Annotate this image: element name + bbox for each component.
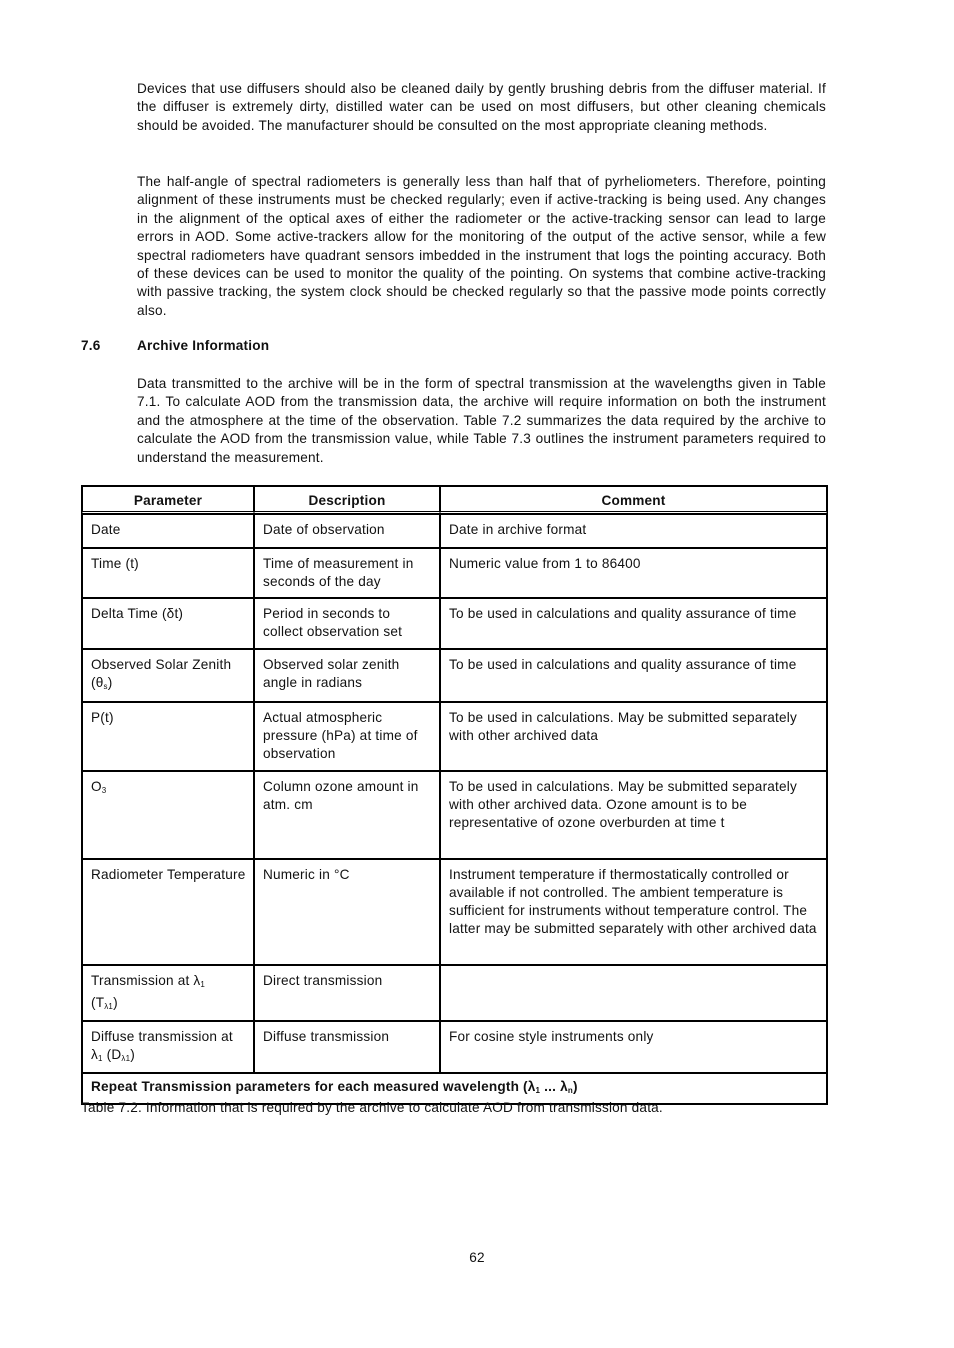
table-row	[82, 771, 827, 859]
page-number: 62	[469, 1250, 485, 1265]
cell-parameter: Time (t)	[82, 548, 254, 598]
cell-description: Actual atmospheric pressure (hPa) at time of observation	[254, 702, 440, 771]
cell-comment: Numeric value from 1 to 86400	[440, 548, 827, 598]
cell-parameter: Transmission at $\lambda_1$ $(T_{\lambda 1})$	[82, 965, 254, 1021]
cell-parameter: Date	[82, 514, 254, 548]
paragraph-pointing-alignment: The half-angle of spectral radiometers is generally less than half that of pyrheliometers. Therefore, pointing alignment of these instruments must be checked regularly; even if active-tracking is being used. Any changes in the alignment of the optical axes of either the radiometer or the active-tracking sensor can lead to large errors in AOD. Some active-trackers allow for the monitoring of the output of the active sensor, while a few spectral radiometers have quadrant sensors imbedded in the instrument that logs the pointing accuracy. Both of these devices can be used to monitor the quality of the pointing. On systems that combine active-tracking with passive tracking, the system clock should be checked regularly so that the passive mode points correctly also.	[137, 174, 826, 318]
section-number: 7.6	[81, 338, 101, 353]
cell-comment: To be used in calculations and quality assurance of time	[440, 598, 827, 649]
table-row	[82, 702, 827, 771]
table-row	[82, 598, 827, 649]
paragraph-archive-data: Data transmitted to the archive will be in the form of spectral transmission at the wavelengths given in Table 7.1. To calculate AOD from the transmission data, the archive will require information on both the instrument and the atmosphere at the time of the observation. Table 7.2 summarizes the data required by the archive to calculate the AOD from the transmission value, while Table 7.3 outlines the instrument parameters required to understand the measurement.	[137, 376, 826, 465]
paragraph-diffuser-cleaning: Devices that use diffusers should also be cleaned daily by gently brushing debris from the diffuser material. If the diffuser is extremely dirty, distilled water can be used on most diffusers, but other cleaning chemicals should be avoided. The manufacturer should be consulted on the most appropriate cleaning methods.	[137, 81, 826, 133]
header-comment: Comment	[440, 486, 827, 514]
cell-comment	[440, 965, 827, 1021]
cell-parameter: Radiometer Temperature	[82, 859, 254, 965]
cell-comment: For cosine style instruments only	[440, 1021, 827, 1073]
table-caption: Table 7.2. Information that is required by the archive to calculate AOD from transmission data.	[81, 1100, 663, 1115]
table-row	[82, 514, 827, 548]
table-row	[82, 649, 827, 701]
cell-description: Diffuse transmission	[254, 1021, 440, 1073]
table-row	[82, 965, 827, 1021]
cell-parameter: Delta Time (δt)	[82, 598, 254, 649]
cell-comment: To be used in calculations. May be submitted separately with other archived data	[440, 702, 827, 771]
cell-parameter: P(t)	[82, 702, 254, 771]
cell-description: Numeric in °C	[254, 859, 440, 965]
archive-parameters-table	[81, 485, 828, 1105]
section-title: Archive Information	[137, 338, 270, 353]
cell-parameter: $O_3$	[82, 771, 254, 859]
cell-parameter: Diffuse transmission at $\lambda_1$ $(D_{\lambda 1})$	[82, 1021, 254, 1073]
cell-description: Time of measurement in seconds of the day	[254, 548, 440, 598]
table-row	[82, 548, 827, 598]
table-row	[82, 859, 827, 965]
table-header-row	[82, 486, 827, 514]
header-description: Description	[254, 486, 440, 514]
cell-comment: Date in archive format	[440, 514, 827, 548]
cell-comment: Instrument temperature if thermostatically controlled or available if not controlled. The ambient temperature is sufficient for instruments without temperature control. The latter may be submitted separately with other archived data	[440, 859, 827, 965]
cell-parameter: Observed Solar Zenith $(\theta_s)$	[82, 649, 254, 701]
cell-description: Column ozone amount in atm. cm	[254, 771, 440, 859]
table-row	[82, 1021, 827, 1073]
header-parameter: Parameter	[82, 486, 254, 514]
cell-comment: To be used in calculations. May be submitted separately with other archived data. Ozone amount is to be representative of ozone overburden at time t	[440, 771, 827, 859]
cell-description: Direct transmission	[254, 965, 440, 1021]
cell-description: Date of observation	[254, 514, 440, 548]
cell-description: Observed solar zenith angle in radians	[254, 649, 440, 701]
cell-comment: To be used in calculations and quality assurance of time	[440, 649, 827, 701]
repeat-note: Repeat Transmission parameters for each measured wavelength ($\lambda_1$ ... $\lambda_n$)	[82, 1073, 827, 1103]
cell-description: Period in seconds to collect observation set	[254, 598, 440, 649]
